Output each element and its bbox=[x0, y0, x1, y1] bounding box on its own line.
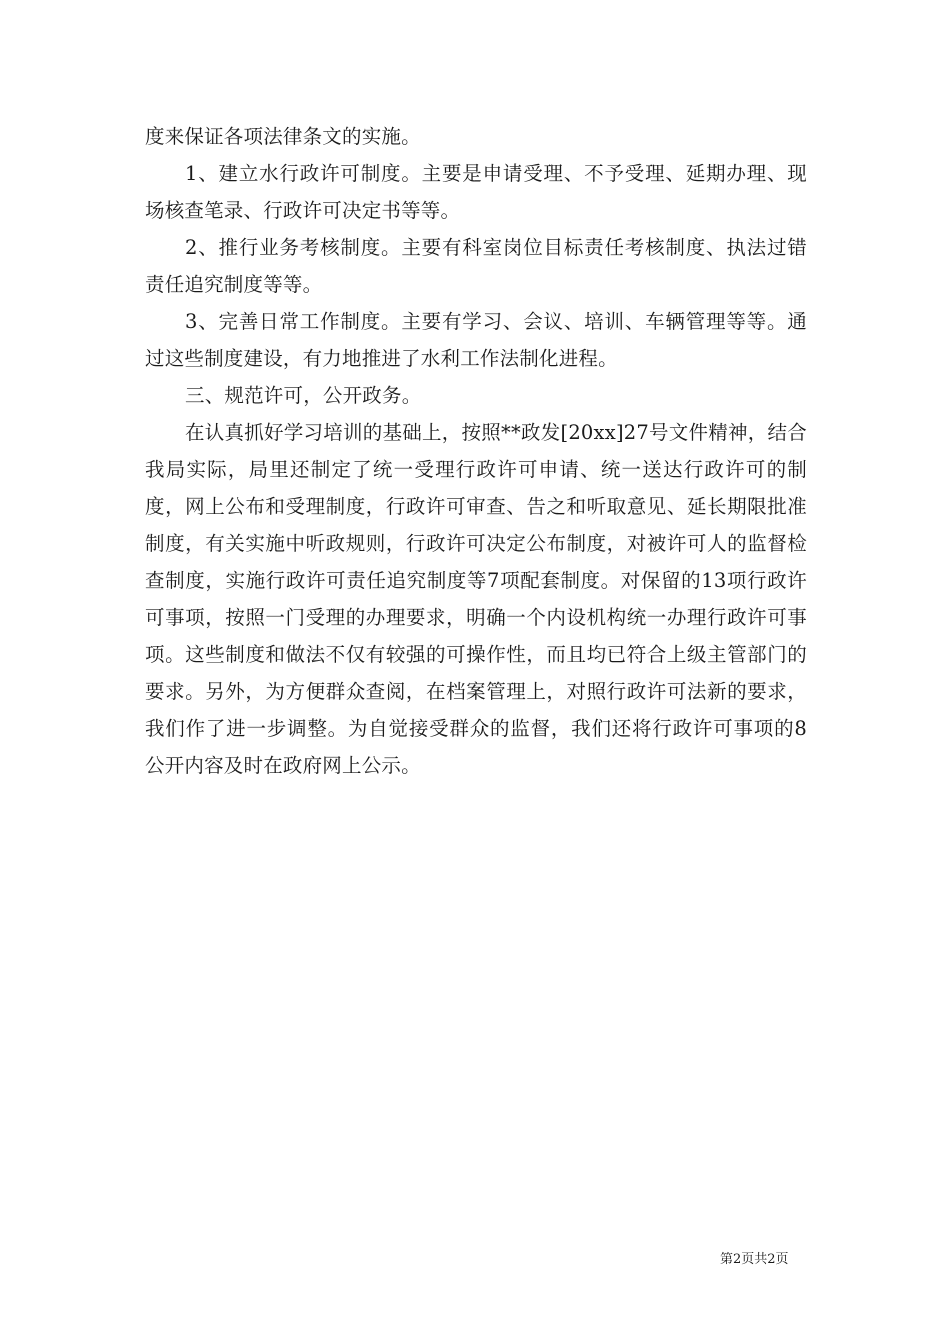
paragraph-item-3: 3、完善日常工作制度。主要有学习、会议、培训、车辆管理等等。通过这些制度建设，有力地推进了水利工作法制化进程。 bbox=[145, 310, 807, 370]
document-body bbox=[145, 118, 807, 784]
paragraph-continuation: 度来保证各项法律条文的实施。 bbox=[145, 125, 421, 148]
paragraph-item-2: 2、推行业务考核制度。主要有科室岗位目标责任考核制度、执法过错责任追究制度等等。 bbox=[145, 236, 807, 296]
paragraph-item-1: 1、建立水行政许可制度。主要是申请受理、不予受理、延期办理、现场核查笔录、行政许可决定书等等。 bbox=[145, 162, 807, 222]
paragraph-body: 在认真抓好学习培训的基础上，按照**政发[20xx]27号文件精神，结合我局实际，局里还制定了统一受理行政许可申请、统一送达行政许可的制度，网上公布和受理制度，行政许可审查、告之和听取意见、延长期限批准制度，有关实施中听政规则，行政许可决定公布制度，对被许可人的监督检查制度，实施行政许可责任追究制度等7项配套制度。对保留的13项行政许可事项，按照一门受理的办理要求，明确一个内设机构统一办理行政许可事项。这些制度和做法不仅有较强的可操作性，而且均已符合上级主管部门的要求。另外，为方便群众查阅，在档案管理上，对照行政许可法新的要求，我们作了进一步调整。为自觉接受群众的监督，我们还将行政许可事项的8公开内容及时在政府网上公示。 bbox=[145, 421, 807, 777]
page-number-footer: 第2页共2页 bbox=[720, 1252, 789, 1267]
section-heading: 三、规范许可，公开政务。 bbox=[185, 384, 422, 407]
